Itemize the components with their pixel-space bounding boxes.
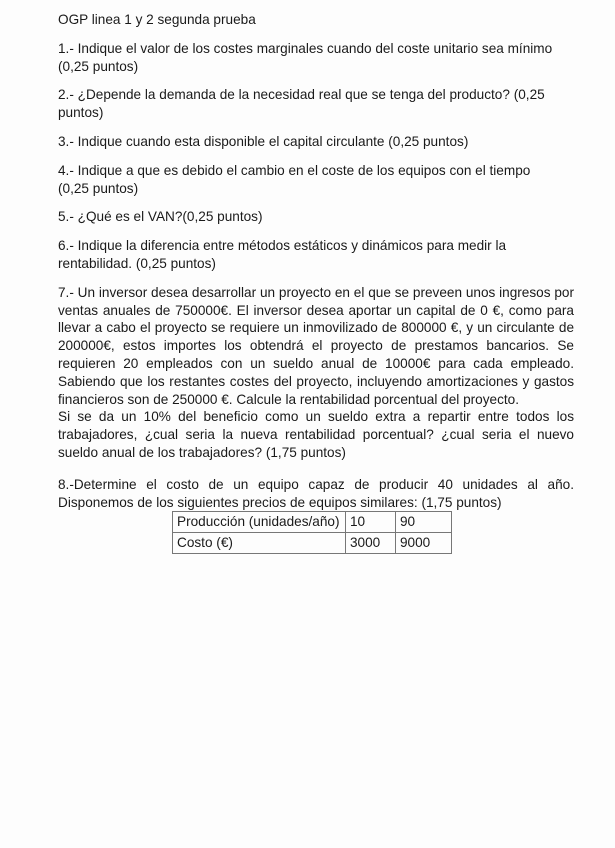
table-row — [173, 512, 452, 533]
question-3: 3.- Indique cuando esta disponible el capital circulante (0,25 puntos) — [58, 133, 469, 149]
equipment-price-table — [172, 511, 452, 554]
question-7-part-2: Si se da un 10% del beneficio como un sueldo extra a repartir entre todos los trabajadores, ¿cual seria la nueva rentabilidad porcentual? ¿cual seria el nuevo sueldo anual de los trabajadores? (1,75 puntos) — [58, 409, 574, 460]
question-8: 8.-Determine el costo de un equipo capaz de producir 40 unidades al año. Disponemos de los siguientes precios de equipos similares: (1,75 puntos) — [58, 476, 574, 510]
question-7: 7.- Un inversor desea desarrollar un proyecto en el que se preveen unos ingresos por ventas anuales de 750000€. El inversor desea aportar un capital de 0 €, como para llevar a cabo el proyecto se requiere un inmovilizado de 800000 €, y un circulante de 200000€, estos importes los obtendrá el proyecto de prestamos bancarios. Se requieren 20 empleados con un sueldo anual de 10000€ para cada empleado. Sabiendo que los restantes costes del proyecto, incluyendo amortizaciones y gastos financieros son de 250000 €. Calcule la rentabilidad porcentual del proyecto. — [58, 284, 574, 407]
question-4: 4.- Indique a que es debido el cambio en el coste de los equipos con el tiempo (0,25 puntos) — [58, 162, 531, 196]
question-1: 1.- Indique el valor de los costes marginales cuando del coste unitario sea mínimo (0,25 puntos) — [58, 40, 553, 74]
question-2: 2.- ¿Depende la demanda de la necesidad real que se tenga del producto? (0,25 puntos) — [58, 87, 545, 121]
table-cell: 3000 — [346, 533, 396, 554]
table-cell: Producción (unidades/año) — [173, 512, 346, 533]
table-cell: Costo (€) — [173, 533, 346, 554]
table-cell: 10 — [346, 512, 396, 533]
document-title: OGP linea 1 y 2 segunda prueba — [58, 12, 256, 27]
question-5: 5.- ¿Qué es el VAN?(0,25 puntos) — [58, 209, 263, 225]
table-cell: 90 — [396, 512, 452, 533]
table-cell: 9000 — [396, 533, 452, 554]
table-row — [173, 533, 452, 554]
question-6: 6.- Indique la diferencia entre métodos estáticos y dinámicos para medir la rentabilidad. (0,25 puntos) — [58, 238, 507, 271]
